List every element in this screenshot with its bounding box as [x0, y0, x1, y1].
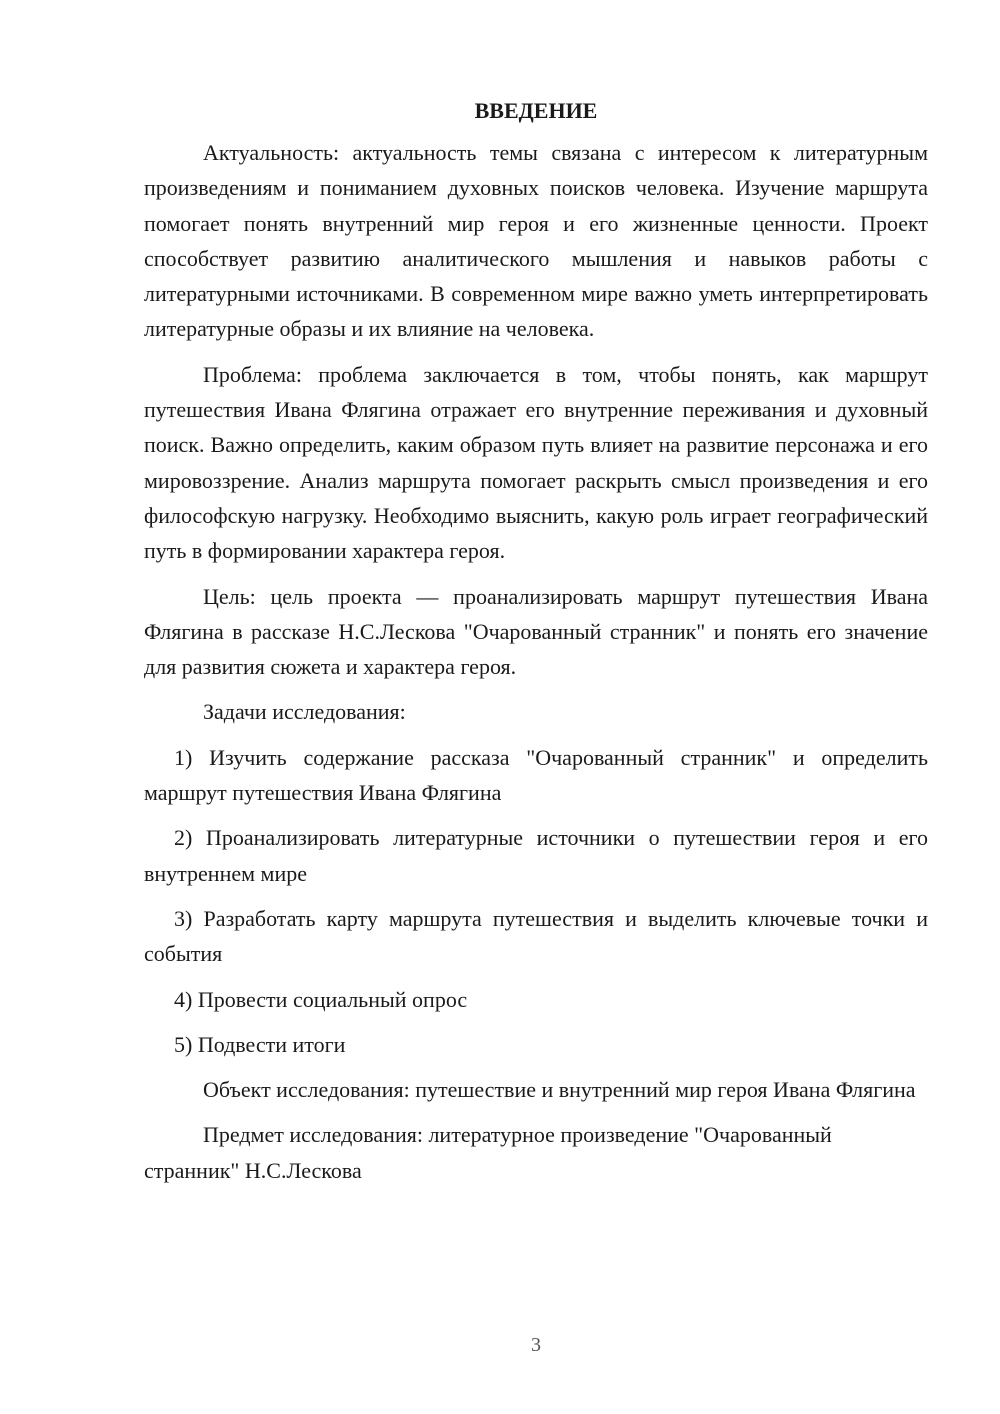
task-item: 2) Проанализировать литературные источники о путешествии героя и его внутреннем мире [144, 825, 928, 886]
object-paragraph: Объект исследования: путешествие и внутренний мир героя Ивана Флягина [203, 1077, 916, 1103]
problem-paragraph: Проблема: проблема заключается в том, чтобы понять, как маршрут путешествия Ивана Флягина отражает его внутренние переживания и духовный поиск. Важно определить, каким образом путь влияет на развитие персонажа и его мировоззрение. Анализ маршрута помогает раскрыть смысл произведения и его философскую нагрузку. Необходимо выяснить, какую роль играет географический путь в формировании характера героя. [144, 361, 928, 564]
section-heading: ВВЕДЕНИЕ [474, 98, 598, 123]
task-item: 1) Изучить содержание рассказа "Очарованный странник" и определить маршрут путешествия Ивана Флягина [144, 744, 928, 806]
goal-paragraph: Цель: цель проекта — проанализировать маршрут путешествия Ивана Флягина в рассказе Н.С.Лескова "Очарованный странник" и понять его значение для развития сюжета и характера героя. [144, 583, 928, 680]
subject-paragraph: Предмет исследования: литературное произведение "Очарованный странник" Н.С.Лескова [144, 1122, 832, 1183]
task-item: 3) Разработать карту маршрута путешествия и выделить ключевые точки и события [144, 905, 928, 967]
relevance-paragraph: Актуальность: актуальность темы связана с интересом к литературным произведениям и пониманием духовных поисков человека. Изучение маршрута помогает понять внутренний мир героя и его жизненные ценности. Проект способствует развитию аналитического мышления и навыков работы с литературными источниками. В современном мире важно уметь интерпретировать литературные образы и их влияние на человека. [144, 140, 928, 342]
task-item: 5) Подвести итоги [174, 1031, 346, 1057]
task-item: 4) Провести социальный опрос [174, 986, 468, 1012]
tasks-title: Задачи исследования: [203, 699, 406, 725]
document-body [144, 97, 928, 1198]
page-number: 3 [531, 1334, 541, 1356]
